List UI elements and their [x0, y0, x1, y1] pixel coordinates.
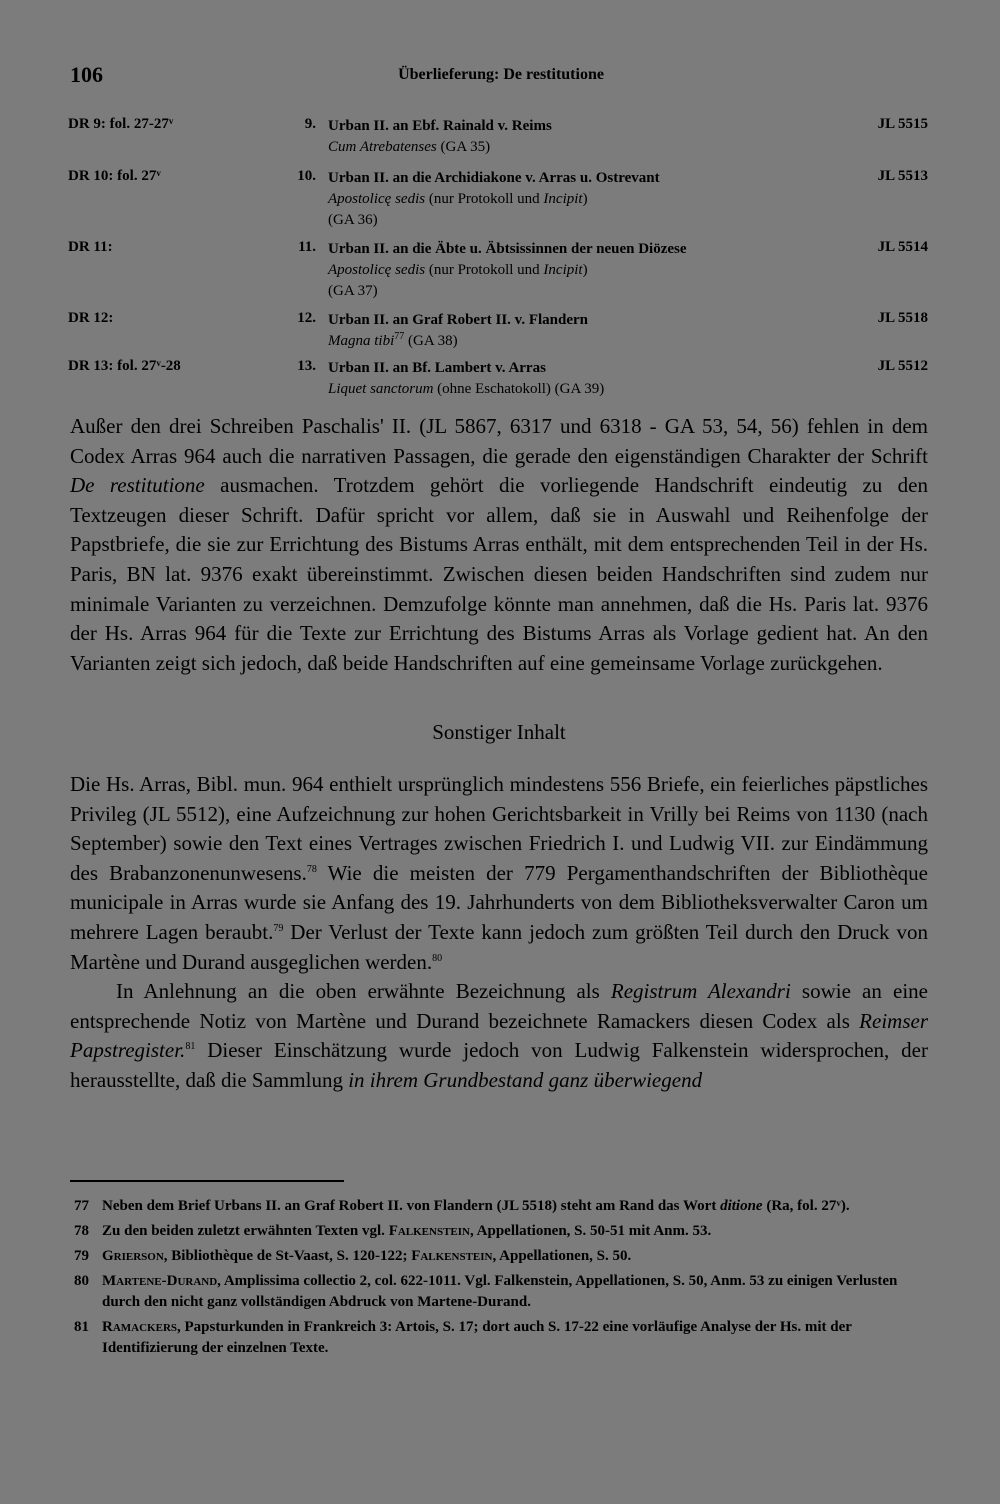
inventory-jl: JL 5512 — [877, 358, 928, 374]
inventory-ref: DR 9: fol. 27-27ᵛ — [68, 116, 174, 132]
inventory-number: 10. — [297, 168, 316, 184]
inventory-ref: DR 10: fol. 27ᵛ — [68, 168, 161, 184]
footnote-number: 81 — [74, 1319, 89, 1335]
footnote: 80 Martene-Durand, Amplissima collectio 2, col. 622-1011. Vgl. Falkenstein, Appellationen, S. 50, Anm. 53 zu einigen Verlusten durch den nicht ganz vollständigen Abdruck von Martene-Durand. — [74, 1273, 898, 1310]
footnotes — [74, 1196, 932, 1363]
footnote-number: 78 — [74, 1223, 89, 1239]
inventory-ref: DR 13: fol. 27ᵛ-28 — [68, 358, 181, 374]
inventory-title: Urban II. an Graf Robert II. v. Flandern — [328, 312, 589, 328]
inventory-jl: JL 5514 — [877, 239, 928, 255]
inventory-title: Urban II. an Ebf. Rainald v. Reims — [328, 118, 552, 134]
footnote: 81 Ramackers, Papsturkunden in Frankreich 3: Artois, S. 17; dort auch S. 17-22 eine vorläufige Analyse der Hs. mit der Identifizierung der einzelnen Texte. — [74, 1319, 852, 1356]
inventory-ref: DR 11: — [68, 239, 113, 255]
inventory-entry — [68, 310, 938, 354]
inventory-jl: JL 5513 — [877, 168, 928, 184]
inventory-jl: JL 5518 — [877, 310, 928, 326]
footnote-rule — [70, 1180, 344, 1182]
footnote: 79 Grierson, Bibliothèque de St-Vaast, S. 120-122; Falkenstein, Appellationen, S. 50. — [74, 1246, 932, 1267]
inventory-jl: JL 5515 — [877, 116, 928, 132]
footnote-number: 77 — [74, 1198, 89, 1214]
footnote-number: 79 — [74, 1248, 89, 1264]
inventory-entry — [68, 168, 938, 235]
inventory-ref: DR 12: — [68, 310, 114, 326]
inventory-title: Urban II. an die Äbte u. Äbtsissinnen der neuen Diözese — [328, 241, 687, 257]
inventory-number: 13. — [297, 358, 316, 374]
section-heading: Sonstiger Inhalt — [432, 720, 566, 744]
page-header — [70, 62, 932, 92]
running-title: Überlieferung: De restitutione — [398, 66, 604, 83]
footnote: 77 Neben dem Brief Urbans II. an Graf Robert II. von Flandern (JL 5518) steht am Rand das Wort ditione (Ra, fol. 27ᵛ). — [74, 1196, 932, 1217]
inventory-number: 11. — [298, 239, 316, 255]
inventory-ga: (GA 36) — [328, 212, 378, 228]
inventory-incipit: Apostolicę sedis (nur Protokoll und Incipit) — [328, 191, 588, 207]
page-number: 106 — [70, 62, 103, 87]
inventory-ga: (GA 37) — [328, 283, 378, 299]
inventory-incipit: Apostolicę sedis (nur Protokoll und Incipit) — [328, 262, 588, 278]
inventory-entry — [68, 239, 938, 306]
body-paragraph: Die Hs. Arras, Bibl. mun. 964 enthielt ursprünglich mindestens 556 Briefe, ein feierliches päpstliches Privileg (JL 5512), eine Aufzeichnung zur hohen Gerichtsbarkeit in Vrilly bei Reims von 1130 (nach September) sowie den Text eines Vertrages zwischen Friedrich I. und Ludwig VII. zur Eindämmung des Brabanzonenunwesens.$^{78}$ Wie die meisten der 779 Pergamenthandschriften der Bibliothèque municipale in Arras wurde sie Anfang des 19. Jahrhunderts von dem Bibliotheksverwalter Caron um mehrere Lagen beraubt.$^{79}$ Der Verlust der Texte kann jedoch zum größten Teil durch den Druck von Martène und Durand ausgeglichen werden.$^{80}$ In Anlehnung an die oben erwähnte Bezeichnung als Registrum Alexandri sowie an eine entsprechende Notiz von Martène und Durand bezeichnete Ramackers diesen Codex als Reimser Papstregister.$^{81}$ Dieser Einschätzung wurde jedoch von Ludwig Falkenstein widersprochen, der herausstellte, daß die Sammlung in ihrem Grundbestand ganz überwiegend — [70, 772, 928, 1092]
inventory-number: 9. — [304, 116, 316, 132]
footnote-number: 80 — [74, 1273, 89, 1289]
inventory-incipit: Magna tibi$^{77}$ (GA 38) — [328, 331, 458, 349]
inventory-entry — [68, 358, 938, 402]
inventory-title: Urban II. an die Archidiakone v. Arras u. Ostrevant — [328, 170, 660, 186]
inventory-number: 12. — [297, 310, 316, 326]
letter-inventory — [68, 116, 938, 406]
footnote: 78 Zu den beiden zuletzt erwähnten Texten vgl. Falkenstein, Appellationen, S. 50-51 mit Anm. 53. — [74, 1221, 932, 1242]
inventory-incipit: Liquet sanctorum (ohne Eschatokoll) (GA 39) — [328, 381, 605, 397]
body-paragraph: Außer den drei Schreiben Paschalis' II. (JL 5867, 6317 und 6318 - GA 53, 54, 56) fehlen in dem Codex Arras 964 auch die narrativen Passagen, die gerade den eigenständigen Charakter der Schrift De restitutione ausmachen. Trotzdem gehört die vorliegende Handschrift eindeutig zu den Textzeugen dieser Schrift. Dafür spricht vor allem, daß sie in Auswahl und Reihenfolge der Papstbriefe, die sie zur Errichtung des Bistums Arras enthält, mit dem entsprechenden Teil in der Hs. Paris, BN lat. 9376 exakt übereinstimmt. Zwischen diesen beiden Handschriften sind zudem nur minimale Varianten zu verzeichnen. Demzufolge könnte man annehmen, daß die Hs. Paris lat. 9376 der Hs. Arras 964 für die Texte zur Errichtung des Bistums Arras als Vorlage gedient hat. An den Varianten zeigt sich jedoch, daß beide Handschriften auf eine gemeinsame Vorlage zurückgehen. — [70, 414, 929, 675]
inventory-title: Urban II. an Bf. Lambert v. Arras — [328, 360, 546, 376]
inventory-entry — [68, 116, 938, 164]
inventory-incipit: Cum Atrebatenses (GA 35) — [328, 139, 491, 155]
